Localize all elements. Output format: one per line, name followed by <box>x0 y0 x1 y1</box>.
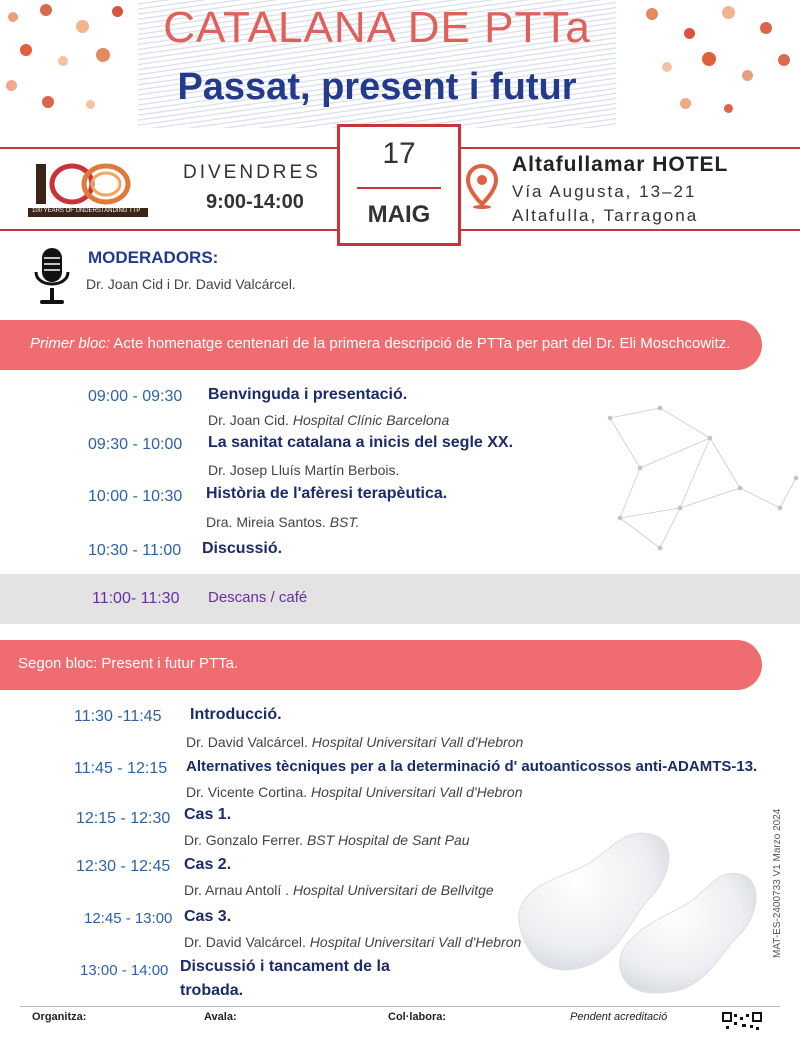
block2-heading <box>18 655 238 672</box>
session-time: 10:30 - 11:00 <box>88 542 182 559</box>
block2-text: Present i futur PTTa. <box>101 655 239 672</box>
break-row <box>0 574 800 624</box>
session-speaker <box>186 734 523 750</box>
event-subtitle: Passat, present i futur <box>177 66 577 108</box>
platelet-illustration <box>500 808 770 1003</box>
footer-divider <box>20 1006 780 1007</box>
speaker-name: Dr. Gonzalo Ferrer. <box>184 832 304 848</box>
block2-header <box>0 640 762 690</box>
session-title: Alternatives tècniques per a la determinació d' autoanticossos anti-ADAMTS-13. <box>186 758 758 775</box>
event-hours: 9:00-14:00 <box>206 191 304 213</box>
session-time: 11:45 - 12:15 <box>74 760 168 777</box>
date-day: 17 <box>382 137 416 170</box>
date-box <box>337 124 461 246</box>
header-banner <box>138 0 616 128</box>
block2-label: Segon bloc: <box>18 655 98 672</box>
speaker-affiliation: Hospital Clínic Barcelona <box>292 412 450 428</box>
date-month: MAIG <box>367 201 431 228</box>
session-speaker <box>184 832 470 848</box>
block1-header <box>0 320 762 370</box>
speaker-name: Dra. Mireia Santos. <box>206 514 326 530</box>
session-time: 12:45 - 13:00 <box>84 910 173 927</box>
centenary-logo <box>28 156 148 218</box>
session-speaker <box>208 412 449 428</box>
event-title: CATALANA DE PTTa <box>163 3 591 52</box>
speaker-name: Dr. Vicente Cortina. <box>186 784 308 800</box>
hotel-name: Altafullamar HOTEL <box>512 153 729 176</box>
session-title: Discussió i tancament de la <box>180 958 390 975</box>
break-label: Descans / café <box>208 589 308 606</box>
session-title: La sanitat catalana a inicis del segle XX. <box>208 434 514 451</box>
block1-heading <box>30 335 730 352</box>
microphone-icon <box>32 246 72 315</box>
speaker-affiliation: BST. <box>329 514 360 530</box>
event-weekday: DIVENDRES <box>183 162 321 183</box>
speaker-affiliation: Hospital Universitari Vall d'Hebron <box>311 784 523 800</box>
speaker-affiliation: Hospital Universitari de Bellvitge <box>292 882 494 898</box>
speaker-name: Dr. Josep Lluís Martín Berbois. <box>208 462 400 478</box>
session-speaker <box>186 784 523 800</box>
qr-code-icon <box>722 1012 762 1037</box>
session-title-continued: trobada. <box>180 982 244 999</box>
session-speaker <box>206 514 360 530</box>
speaker-affiliation: Hospital Universitari Vall d'Hebron <box>311 734 524 750</box>
speaker-affiliation: BST Hospital de Sant Pau <box>306 832 470 848</box>
session-time: 09:30 - 10:00 <box>88 436 183 453</box>
date-divider <box>357 187 441 189</box>
session-time: 10:00 - 10:30 <box>88 488 183 505</box>
session-time: 12:30 - 12:45 <box>76 858 171 875</box>
session-speaker <box>208 462 399 478</box>
address-line-2: Altafulla, Tarragona <box>512 206 699 225</box>
session-speaker <box>184 934 521 950</box>
session-title: Cas 1. <box>184 806 232 823</box>
footer-pendent: Pendent acreditació <box>570 1011 668 1023</box>
logo-tagline: 100 YEARS OF UNDERSTANDING TTP <box>32 208 141 214</box>
moderators-title: MODERADORS: <box>88 248 219 267</box>
session-title: Història de l'afèresi terapèutica. <box>206 485 448 502</box>
session-title: Benvinguda i presentació. <box>208 386 408 403</box>
session-title: Cas 3. <box>184 908 232 925</box>
speaker-name: Dr. Joan Cid. <box>208 412 289 428</box>
document-code: MAT-ES-2400733 V1 Marzo 2024 <box>772 808 783 958</box>
location-pin-icon <box>466 164 498 215</box>
network-decoration <box>600 398 800 563</box>
footer-avala: Avala: <box>204 1011 237 1023</box>
block1-text: Acte homenatge centenari de la primera descripció de PTTa per part del Dr. Eli Moschcowitz. <box>113 335 731 352</box>
speaker-affiliation: Hospital Universitari Vall d'Hebron <box>309 934 522 950</box>
moderators-names: Dr. Joan Cid i Dr. David Valcárcel. <box>86 276 296 292</box>
session-title: Introducció. <box>190 706 282 723</box>
speaker-name: Dr. David Valcárcel. <box>184 934 306 950</box>
session-title: Cas 2. <box>184 856 232 873</box>
speaker-name: Dr. David Valcárcel. <box>186 734 308 750</box>
session-speaker <box>184 882 494 898</box>
break-time: 11:00- 11:30 <box>92 590 180 607</box>
speaker-name: Dr. Arnau Antolí . <box>184 882 290 898</box>
footer-collabora: Col·labora: <box>388 1011 447 1023</box>
session-time: 09:00 - 09:30 <box>88 388 183 405</box>
block1-label: Primer bloc: <box>30 335 111 352</box>
session-time: 11:30 -11:45 <box>74 708 162 725</box>
address-line-1: Vía Augusta, 13–21 <box>512 182 697 201</box>
session-title: Discussió. <box>202 540 283 557</box>
session-time: 13:00 - 14:00 <box>80 962 169 979</box>
session-time: 12:15 - 12:30 <box>76 810 171 827</box>
footer-organitza: Organitza: <box>32 1011 87 1023</box>
